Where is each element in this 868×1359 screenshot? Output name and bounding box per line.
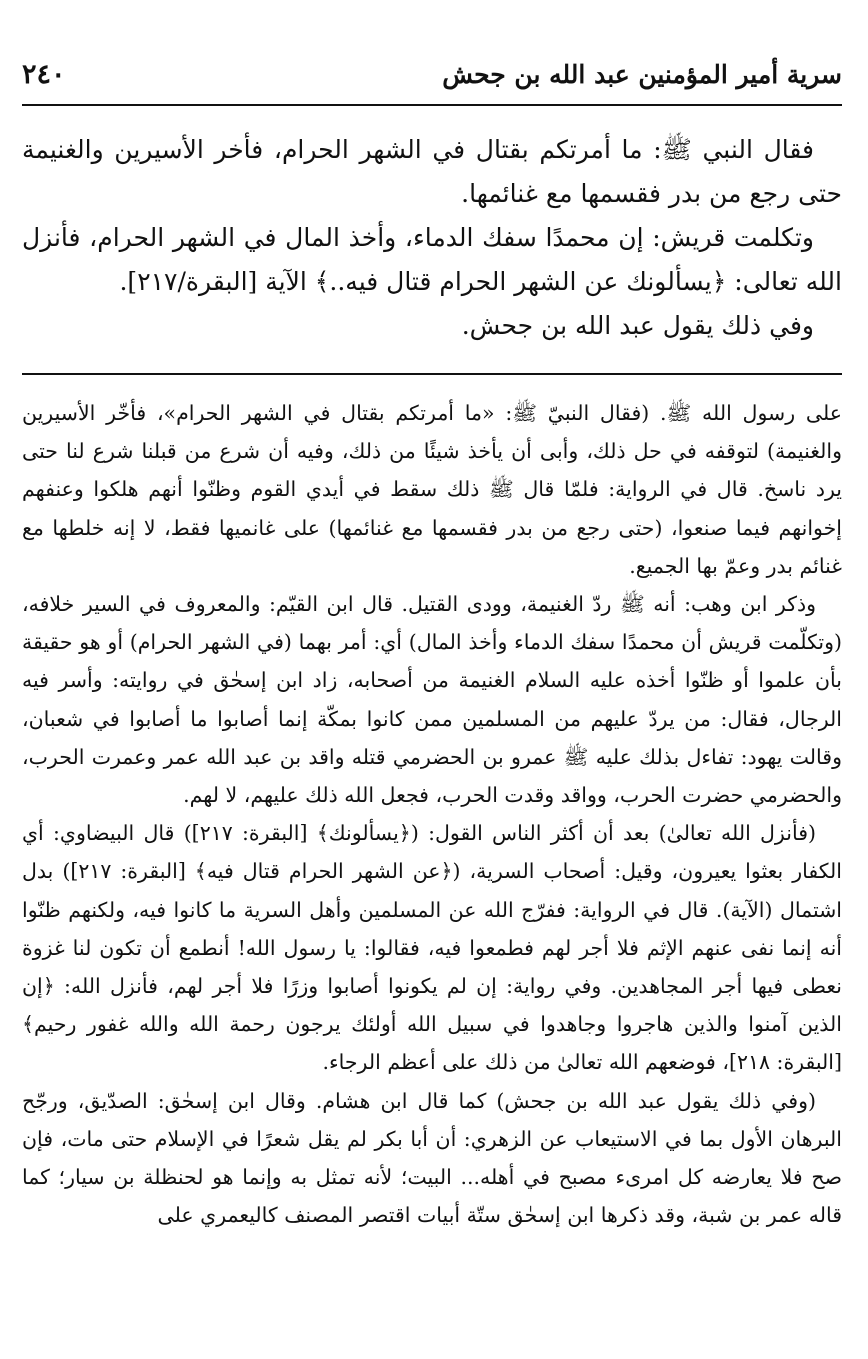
- commentary-paragraph-4: (وفي ذلك يقول عبد الله بن جحش) كما قال ابن هشام. وقال ابن إسحٰق: الصدّيق، ورجّح البرهان الأول بما في الاستيعاب عن الزهري: أن أبا بكر لم يقل شعرًا في الإسلام حتى مات، فإن صح فلا يعارضه كل امرىء مصبح في أهله... البيت؛ لأنه تمثل به وإنما هو لحنظلة بن سيار؛ كما قاله عمر بن شبة، وقد ذكرها ابن إسحٰق ستّة أبيات اقتصر المصنف كاليعمري على: [22, 1088, 842, 1228]
- main-paragraph-3: وفي ذلك يقول عبد الله بن جحش.: [461, 311, 814, 340]
- commentary-paragraph-1: على رسول الله ﷺ. (فقال النبيّ ﷺ: «ما أمرتكم بقتال في الشهر الحرام»، فأخّر الأسيرين والغنيمة) لتوقفه في حل ذلك، وأبى أن يأخذ شيئًا من ذلك، وفيه أن شرع من قبلنا شرع لنا حتى يرد ناسخ. قال في الرواية: فلمّا قال ﷺ ذلك سقط في أيدي القوم وظنّوا أنهم هلكوا وعنفهم إخوانهم فيما صنعوا، (حتى رجع من بدر فقسمها مع غنائمها) على غانميها فقط، لا إنه خلطها مع غنائم بدر وعمّ بها الجميع.: [22, 401, 842, 578]
- section-divider: [22, 373, 842, 375]
- main-paragraph-2: وتكلمت قريش: إن محمدًا سفك الدماء، وأخذ المال في الشهر الحرام، فأنزل الله تعالى: ﴿يسألونك عن الشهر الحرام قتال فيه..﴾ الآية [البقرة/٢١٧].: [22, 223, 842, 296]
- running-title: سرية أمير المؤمنين عبد الله بن جحش: [442, 59, 842, 89]
- commentary: [22, 394, 842, 1234]
- page-number: ٢٤٠: [22, 58, 66, 90]
- header-rule: [22, 104, 842, 106]
- commentary-paragraph-2: وذكر ابن وهب: أنه ﷺ ردّ الغنيمة، وودى القتيل. قال ابن القيّم: والمعروف في السير خلافه، (وتكلّمت قريش أن محمدًا سفك الدماء وأخذ المال) أي: أمر بهما (في الشهر الحرام) أو هو حقيقة بأن علموا أو ظنّوا أخذه عليه السلام الغنيمة من أصحابه، زاد ابن إسحٰق في روايته: وأسر فيه الرجال، فقال: من يردّ عليهم من المسلمين ممن كانوا بمكّة إنما أصابوا ما أصابوا في شعبان، وقالت يهود: تفاءل بذلك عليه ﷺ عمرو بن الحضرمي قتله واقد بن عبد الله عمر وعمرت الحرب، والحضرمي حضرت الحرب، وواقد وقدت الحرب، فجعل الله ذلك عليهم، لا لهم.: [22, 592, 842, 808]
- page-header: [22, 54, 842, 94]
- main-paragraph-1: فقال النبي ﷺ: ما أمرتكم بقتال في الشهر الحرام، فأخر الأسيرين والغنيمة حتى رجع من بدر فقسمها مع غنائمها.: [22, 135, 842, 208]
- main-text: [22, 128, 842, 348]
- commentary-paragraph-3: (فأنزل الله تعالىٰ) بعد أن أكثر الناس القول: (﴿يسألونك﴾ [البقرة: ٢١٧]) قال البيضاوي: أي الكفار بعثوا يعيرون، وقيل: أصحاب السرية، (﴿عن الشهر الحرام قتال فيه﴾ [البقرة: ٢١٧]) بدل اشتمال (الآية). قال في الرواية: ففرّج الله عن المسلمين وأهل السرية ما كانوا فيه، ولكنهم ظنّوا أنه إنما نفى عنهم الإثم فلا أجر لهم فطمعوا فيه، فقالوا: يا رسول الله! أنطمع أن تكون لنا غزوة نعطى فيها أجر المجاهدين. وفي رواية: إن لم يكونوا أصابوا وزرًا فلا أجر لهم، فأنزل الله: ﴿إن الذين آمنوا والذين هاجروا وجاهدوا في سبيل الله أولئك يرجون رحمة الله والله غفور رحيم﴾ [البقرة: ٢١٨]، فوضعهم الله تعالىٰ من ذلك على أعظم الرجاء.: [22, 821, 842, 1075]
